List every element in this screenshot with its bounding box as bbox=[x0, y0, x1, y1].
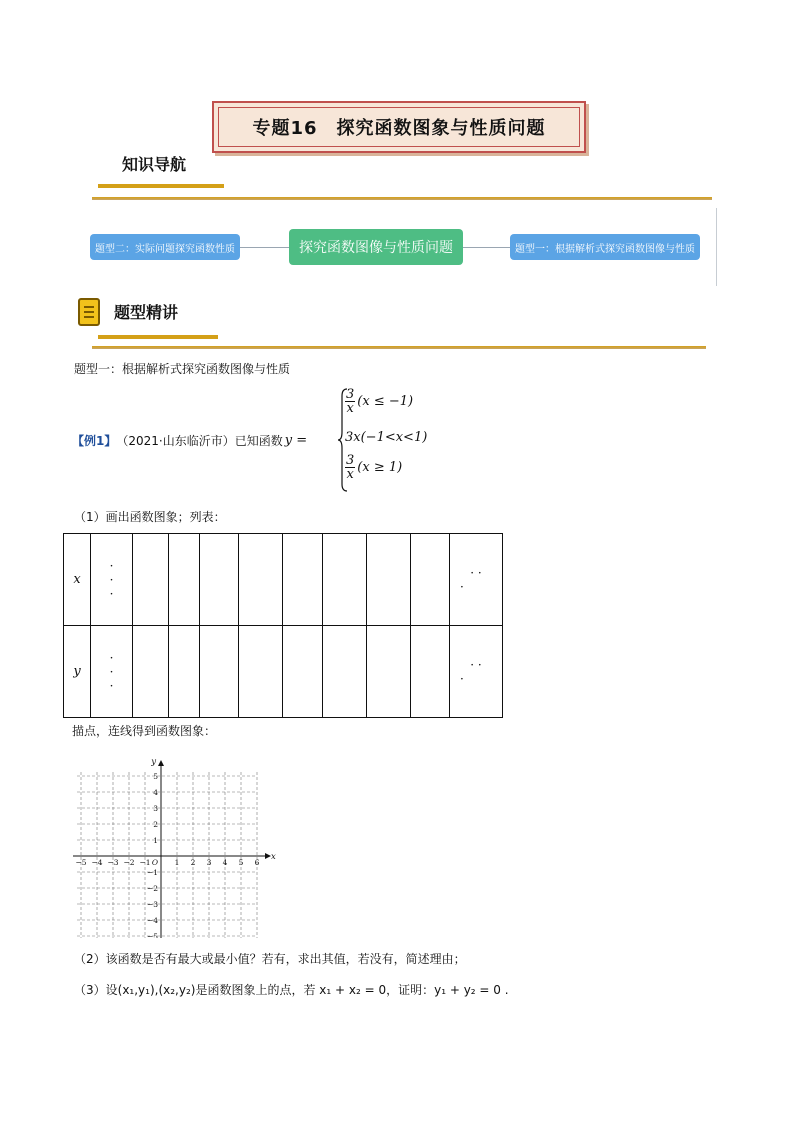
function-name: y = bbox=[284, 433, 308, 448]
table-cell bbox=[323, 534, 367, 626]
table-cell bbox=[411, 534, 450, 626]
section-heading-practice: 题型精讲 bbox=[114, 303, 179, 322]
table-cell bbox=[200, 626, 239, 718]
piece-3: $\frac{3}{x}$ (x ≥ 1) bbox=[346, 453, 403, 482]
y-tick-label: 4 bbox=[153, 788, 158, 797]
x-tick-label: 6 bbox=[254, 858, 260, 867]
fraction: $\frac{3}{x}$ bbox=[346, 453, 355, 482]
question-3: （3）设(x₁,y₁),(x₂,y₂)是函数图象上的点，若 x₁ + x₂ = 0，证明：y₁ + y₂ = 0 . bbox=[74, 983, 509, 997]
y-axis-label: y bbox=[151, 757, 156, 767]
type1-heading: 题型一：根据解析式探究函数图像与性质 bbox=[74, 362, 291, 376]
x-tick-label: −3 bbox=[107, 858, 119, 867]
x-tick-label: 2 bbox=[190, 858, 196, 867]
y-tick-label: 5 bbox=[153, 772, 158, 781]
table-cell bbox=[133, 626, 169, 718]
mindmap-node-type2: 题型二：实际问题探究函数性质 bbox=[90, 234, 240, 260]
x-tick-label: −5 bbox=[75, 858, 87, 867]
mindmap-node-type1: 题型一：根据解析式探究函数图像与性质 bbox=[510, 234, 700, 260]
table-row bbox=[64, 626, 503, 718]
question-2: （2）该函数是否有最大或最小值？若有，求出其值，若没有，简述理由； bbox=[74, 952, 466, 966]
mindmap-connector-right bbox=[463, 247, 510, 248]
notebook-icon bbox=[78, 298, 100, 326]
x-tick-label: 5 bbox=[238, 858, 244, 867]
table-cell-y-label: y bbox=[64, 626, 91, 718]
y-tick-label: 2 bbox=[153, 820, 158, 829]
title-box bbox=[212, 101, 586, 153]
table-row bbox=[64, 534, 503, 626]
origin-label: O bbox=[151, 858, 158, 867]
table-cell bbox=[411, 626, 450, 718]
heading-underline bbox=[98, 184, 224, 188]
section-divider-2 bbox=[92, 346, 706, 349]
table-cell bbox=[367, 534, 411, 626]
question-1: （1）画出函数图象；列表： bbox=[74, 510, 226, 524]
table-cell-dots: · · · bbox=[91, 626, 133, 718]
piece-2: 3x(−1<x<1) bbox=[345, 430, 428, 445]
y-tick-label: −5 bbox=[146, 932, 158, 938]
table-cell bbox=[200, 534, 239, 626]
page-title: 专题16 探究函数图象与性质问题 bbox=[218, 107, 580, 147]
coordinate-grid bbox=[70, 748, 280, 938]
table-cell-ellipsis: · · · bbox=[450, 534, 503, 626]
table-cell bbox=[169, 626, 200, 718]
table-cell-dots: · · · bbox=[91, 534, 133, 626]
table-cell bbox=[169, 534, 200, 626]
knowledge-nav-heading: 知识导航 bbox=[122, 155, 187, 174]
y-tick-label: 1 bbox=[153, 836, 158, 845]
value-table bbox=[63, 533, 503, 718]
y-tick-label: −4 bbox=[146, 916, 158, 925]
x-tick-label: −1 bbox=[139, 858, 151, 867]
x-tick-label: 3 bbox=[206, 858, 212, 867]
mindmap-connector-left bbox=[240, 247, 289, 248]
x-axis-label: x bbox=[271, 852, 276, 862]
y-tick-label: −3 bbox=[146, 900, 158, 909]
fraction: $\frac{3}{x}$ bbox=[346, 387, 355, 416]
example-tag: 【例1】 bbox=[72, 434, 117, 448]
table-cell bbox=[239, 534, 283, 626]
mindmap-edge bbox=[716, 208, 717, 286]
table-cell bbox=[367, 626, 411, 718]
table-cell-x-label: x bbox=[64, 534, 91, 626]
y-tick-label: −2 bbox=[146, 884, 158, 893]
x-tick-label: −4 bbox=[91, 858, 103, 867]
y-tick-label: −1 bbox=[146, 868, 158, 877]
y-axis-arrow bbox=[158, 760, 164, 766]
heading-underline-2 bbox=[98, 335, 218, 339]
table-cell bbox=[283, 626, 323, 718]
example-source: （2021·山东临沂市）已知函数 bbox=[116, 434, 283, 448]
table-cell-ellipsis: · · · bbox=[450, 626, 503, 718]
x-tick-label: 1 bbox=[174, 858, 180, 867]
table-cell bbox=[323, 626, 367, 718]
x-tick-label: −2 bbox=[123, 858, 135, 867]
example-1-line bbox=[72, 432, 307, 449]
mindmap-node-center: 探究函数图像与性质问题 bbox=[289, 229, 463, 265]
table-cell bbox=[133, 534, 169, 626]
piece-1: $\frac{3}{x}$ (x ≤ −1) bbox=[346, 387, 414, 416]
table-cell bbox=[239, 626, 283, 718]
section-divider bbox=[92, 197, 712, 200]
x-tick-label: 4 bbox=[222, 858, 228, 867]
plot-caption: 描点，连线得到函数图象： bbox=[72, 724, 217, 738]
table-cell bbox=[283, 534, 323, 626]
y-tick-label: 3 bbox=[153, 804, 158, 813]
